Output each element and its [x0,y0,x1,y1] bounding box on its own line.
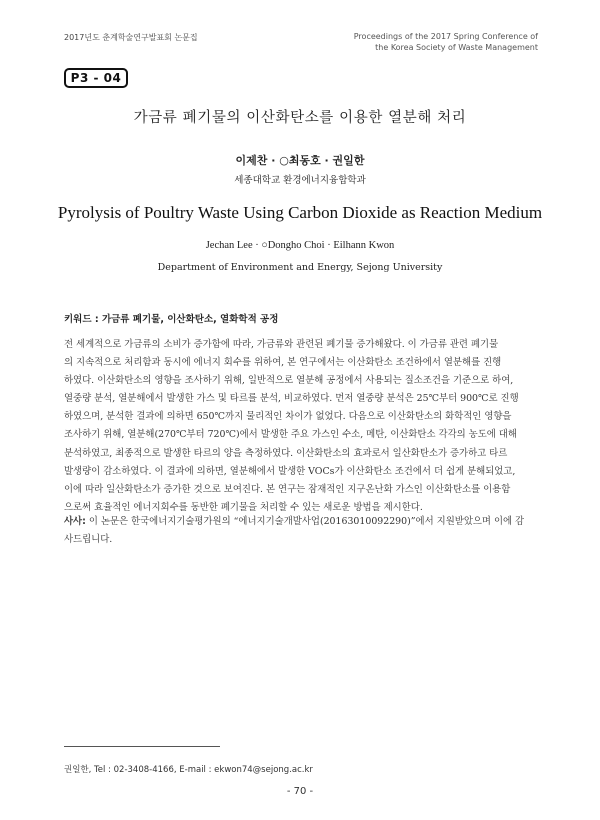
abstract-line: 하였으며, 분석한 결과에 의하면 650℃까지 물리적인 차이가 없었다. 다음으로 이산화탄소의 화학적인 영향을 [64,411,512,423]
abstract-line: 분석하였고, 최종적으로 발생한 타르의 양을 측정하였다. 이산화탄소의 효과로서 일산화탄소가 증가하고 타르 [64,447,508,459]
running-header-right-line1: Proceedings of the 2017 Spring Conference of [353,32,538,41]
acknowledgement-line: 사드립니다. [64,534,113,545]
authors-korean: 이제찬 · ○최동호 · 권일한 [235,154,365,167]
affiliation-english: Department of Environment and Energy, Sejong University [157,262,443,273]
paper-id-badge: P3 - 04 [64,68,128,88]
page-number: - 70 - [286,786,314,797]
abstract-line: 열중량 분석, 열분해에서 발생한 가스 및 타르를 분석, 비교하였다. 먼저 열중량 분석은 25℃부터 900℃로 진행 [64,393,519,405]
footnote-divider [64,746,220,747]
running-header-right-line2: the Korea Society of Waste Management [375,43,538,52]
abstract-line: 전 세계적으로 가금류의 소비가 증가함에 따라, 가금류와 관련된 폐기물 증가해왔다. 이 가금류 관련 폐기물 [64,339,499,350]
abstract-line: 으로써 효율적인 에너지회수를 동반한 폐기물을 처리할 수 있는 새로운 방법을 제시한다. [64,501,423,513]
acknowledgement-text: 이 논문은 한국에너지기술평가원의 “에너지기술개발사업(20163010092290)”에서 지원받았으며 이에 감 [85,516,525,527]
abstract-body [64,336,536,517]
title-english: Pyrolysis of Poultry Waste Using Carbon Dioxide as Reaction Medium [57,203,543,222]
acknowledgement-line [64,513,536,531]
abstract-line: 발생량이 감소하였다. 이 결과에 의하면, 열분해에서 발생한 VOCs가 이산화탄소 조건에서 더 쉽게 분해되었고, [64,465,516,477]
title-korean: 가금류 폐기물의 이산화탄소를 이용한 열분해 처리 [133,110,467,126]
abstract-line: 조사하기 위해, 열분해(270℃부터 720℃)에서 발생한 주요 가스인 수소, 메탄, 이산화탄소 각각의 농도에 대해 [64,429,517,441]
acknowledgement-label: 사사: [64,516,86,527]
running-header-right [354,31,538,53]
footnote-contact: 권일한, Tel : 02-3408-4166, E-mail : ekwon74@sejong.ac.kr [64,765,313,775]
abstract-line: 하였다. 이산화탄소의 영향을 조사하기 위해, 일반적으로 열분해 공정에서 사용되는 질소조건을 기준으로 하여, [64,375,514,387]
keywords: 키워드 : 가금류 폐기물, 이산화탄소, 열화학적 공정 [64,314,279,325]
authors-english: Jechan Lee · ○Dongho Choi · Eilhann Kwon [205,240,395,251]
running-header-left: 2017년도 춘계학술연구발표회 논문집 [64,33,198,42]
abstract-line: 이에 따라 일산화탄소가 증가한 것으로 보여진다. 본 연구는 잠재적인 지구온난화 가스인 이산화탄소를 이용함 [64,483,511,495]
abstract-line: 의 지속적으로 처리함과 동시에 에너지 회수를 위하여, 본 연구에서는 이산화탄소 조건하에서 열분해를 진행 [64,357,502,369]
acknowledgement [64,513,536,549]
affiliation-korean: 세종대학교 환경에너지융합학과 [234,175,366,186]
